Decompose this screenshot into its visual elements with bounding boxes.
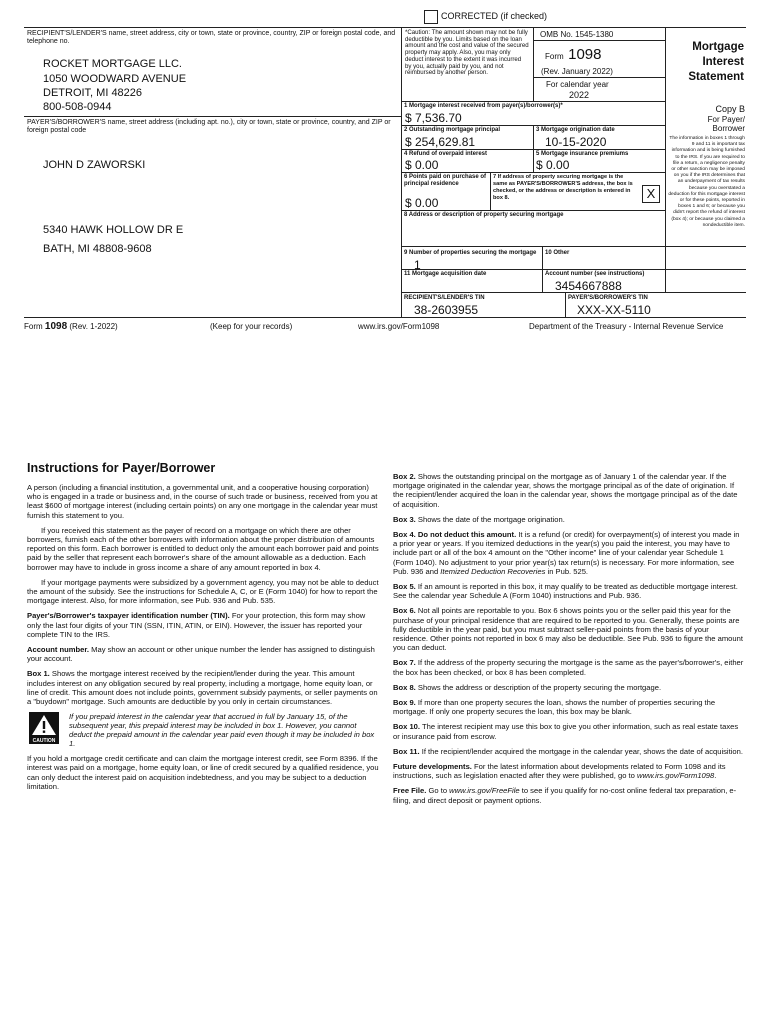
- instr-box9-head: Box 9.: [393, 698, 416, 708]
- payer-name: JOHN D ZAWORSKI: [43, 159, 146, 171]
- instr-future-head: Future developments.: [393, 762, 472, 772]
- row-rule-6: [401, 246, 746, 247]
- instr-freefile-head: Free File.: [393, 786, 427, 796]
- instr-acct: [27, 645, 379, 663]
- row-rule-5: [401, 210, 665, 211]
- box-1-value: $ 7,536.70: [405, 111, 462, 125]
- caution-label: CAUTION: [29, 738, 59, 744]
- instructions-title: Instructions for Payer/Borrower: [27, 461, 216, 475]
- omb-rule: [533, 40, 665, 41]
- instr-box8: [393, 683, 745, 692]
- copy-b-for2: Borrower: [712, 124, 745, 133]
- recipient-city: DETROIT, MI 48226: [43, 87, 143, 99]
- instr-box9-text: If more than one property secures the loan, shows the number of properties securing the mortgage. If only one property secures the loan, this box may be blank.: [393, 698, 716, 717]
- caution-note: *Caution: The amount shown may not be fully deductible by you. Limits based on the loan amount and the cost and value of the secured property may apply. Also, you may only deduct interest to the extent it was incurred by you, actually paid by you, and not reimbursed by another person.: [405, 29, 529, 77]
- calendar-year-label: For calendar year: [546, 80, 609, 89]
- caution-block: [27, 712, 379, 748]
- instr-box10-head: Box 10.: [393, 722, 421, 732]
- footer-form-word: Form: [24, 322, 43, 331]
- instr-box1-head: Box 1.: [27, 669, 50, 679]
- box-2-label: 2 Outstanding mortgage principal: [404, 127, 501, 133]
- title-col-divider: [665, 27, 666, 292]
- payer-label: PAYER'S/BORROWER'S name, street address (including apt. no.), city or town, state or province, country, and ZIP or foreign postal code: [27, 119, 391, 134]
- rev-rule: [533, 77, 665, 78]
- recipient-street: 1050 WOODWARD AVENUE: [43, 73, 187, 85]
- instr-p3: If your mortgage payments were subsidized by a government agency, you may not be able to deduct the amount of the subsidy. See the instructions for Schedule A, C, or E (Form 1040) for how to report the mortgage interest. Also, for more information, see Pub. 936 and Pub. 535.: [27, 577, 379, 606]
- footer-form: [24, 321, 118, 332]
- instr-future: [393, 762, 745, 780]
- instr-box10-text: The interest recipient may use this box to give you other information, such as real estate taxes or insurance paid from escrow.: [393, 722, 739, 741]
- recipient-phone: 800-508-0944: [43, 101, 112, 113]
- instr-box1: [27, 669, 379, 706]
- instr-box11-text: If the recipient/lender acquired the mortgage in the calendar year, shows the date of acquisition.: [421, 746, 743, 756]
- instr-tin-head: Payer's/Borrower's taxpayer identification number (TIN).: [27, 611, 230, 621]
- instr-future-text: For the latest information about developments related to Form 1098 and its instructions, such as legislation enacted after they were published, go to: [393, 762, 726, 781]
- instr-box3-text: Shows the date of the mortgage origination.: [417, 514, 565, 524]
- copy-b-for1: For Payer/: [707, 115, 745, 124]
- form-top-rule: [24, 27, 746, 28]
- instr-future-url[interactable]: www.irs.gov/Form1098: [637, 771, 715, 781]
- instr-box8-text: Shows the address or description of the property securing the mortgage.: [417, 682, 662, 692]
- form-title: [668, 40, 744, 85]
- box-3-label: 3 Mortgage origination date: [536, 127, 615, 133]
- box-10-label: 10 Other: [545, 250, 570, 256]
- instr-freefile-url[interactable]: www.irs.gov/FreeFile: [449, 786, 520, 796]
- instr-box4-head: Box 4. Do not deduct this amount.: [393, 530, 517, 540]
- instr-box5: [393, 582, 745, 600]
- recipient-label: RECIPIENT'S/LENDER'S name, street address, city or town, state or province, country, ZIP or foreign postal code, and telephone no.: [27, 30, 396, 45]
- instr-p2: If you received this statement as the payer of record on a mortgage on which there are other borrowers, furnish each of the other borrowers with information about the proper distribution of amounts reported on this form. Each borrower is entitled to deduct only the amount each borrower paid and points paid by the seller that represent each borrower's share of the amount allowable as a deduction. Each borrower may have to include in gross income a share of any amount reported in box 4.: [27, 525, 379, 572]
- form-number: 1098: [568, 46, 602, 63]
- row-rule-3: [401, 149, 665, 150]
- copy-b-text: The information in boxes 1 through 9 and 11 is important tax information and is being furnished to the IRS. If you are required to file a return, a negligence penalty or other sanction may be imposed on you if the IRS determines that an underpayment of tax results because you overstated a deduction for this mortgage interest or for these points, reported in boxes 1 and 6; or because you didn't report the refund of interest (box 4); or because you claimed a nondeductible item.: [668, 136, 745, 228]
- account-label: Account number (see instructions): [545, 271, 645, 277]
- box-9-label: 9 Number of properties securing the mortgage: [404, 250, 537, 256]
- instr-acct-text: May show an account or other unique number the lender has assigned to distinguish your account.: [27, 645, 375, 664]
- box-7-divider: [490, 172, 491, 210]
- box-4-label: 4 Refund of overpaid interest: [404, 151, 488, 157]
- caution-badge: [27, 712, 61, 748]
- instr-box7-head: Box 7.: [393, 658, 416, 668]
- omb-number: OMB No. 1545-1380: [540, 30, 614, 39]
- box-7-checkbox[interactable]: X: [642, 185, 660, 203]
- warning-icon: [29, 712, 59, 738]
- instr-box6: [393, 606, 745, 652]
- payer-tin-value: XXX-XX-5110: [577, 303, 651, 317]
- instr-box4-text: It is a refund (or credit) for overpayment(s) of interest you made in a prior year or years. If you itemized deductions in the year(s) you paid the interest, you may have to include part or all of the box 4 amount on the "Other income" line of your calendar year Schedule 1 (Form 1040). No adjustment to your prior year(s) tax return(s) is necessary. For more information, see Pub. 936 and: [393, 530, 740, 576]
- payer-street: 5340 HAWK HOLLOW DR E: [43, 224, 184, 236]
- instr-box3: [393, 515, 745, 524]
- instr-future-end: .: [714, 771, 717, 781]
- instructions-left: [27, 461, 379, 797]
- instr-box9: [393, 698, 745, 716]
- instructions-right: [393, 472, 745, 811]
- title-line-2: Interest: [702, 56, 744, 68]
- footer-form-number: 1098: [44, 321, 68, 332]
- box-5-value: $ 0.00: [536, 158, 570, 172]
- form-revision: (Rev. January 2022): [541, 67, 613, 76]
- box-4-value: $ 0.00: [405, 158, 439, 172]
- instr-box4-ital: Itemized Deduction Recoveries: [440, 566, 546, 576]
- instr-box11: [393, 747, 745, 756]
- instr-box5-text: If an amount is reported in this box, it may qualify to be treated as deductible mortgage interest. See the calendar year Schedule A (Form 1040) instructions and Pub. 936.: [393, 582, 738, 601]
- corrected-checkbox[interactable]: [424, 10, 438, 24]
- instr-tin: [27, 611, 379, 639]
- row-rule-4: [401, 172, 665, 173]
- instr-acct-head: Account number.: [27, 645, 90, 655]
- instr-tin-text: For your protection, this form may show only the last four digits of your TIN (SSN, ITIN, ATIN, or EIN). However, the issuer has reported your complete TIN to the IRS.: [27, 611, 366, 639]
- row-rule-1: [401, 101, 665, 102]
- instr-box5-head: Box 5.: [393, 582, 416, 592]
- box-9-value: 1: [414, 258, 421, 272]
- box-6-value: $ 0.00: [405, 196, 439, 210]
- payer-city: BATH, MI 48808-9608: [43, 243, 152, 255]
- calendar-year: 2022: [569, 90, 590, 100]
- caution-text: If you prepaid interest in the calendar year that accrued in full by January 15, of the subsequent year, this prepaid interest may be included in box 1. However, you cannot deduct the prepaid amount in the calendar year paid even though it may be included in box 1.: [69, 712, 375, 749]
- instr-box8-head: Box 8.: [393, 682, 416, 692]
- form-bottom-rule: [24, 317, 746, 318]
- box-5-label: 5 Mortgage insurance premiums: [536, 151, 629, 157]
- recipient-name: ROCKET MORTGAGE LLC.: [43, 58, 182, 70]
- instr-box7-text: If the address of the property securing the mortgage is the same as the payer's/borrower's, either the box has been checked, or box 8 has been completed.: [393, 658, 744, 677]
- box-1-label: 1 Mortgage interest received from payer(s)/borrower(s)*: [404, 103, 563, 109]
- instr-box2-text: Shows the outstanding principal on the mortgage as of January 1 of the calendar year. If the mortgage originated in the calendar year, shows the mortgage principal as of the date of origination. If the recipient/lender acquired the loan in the calendar year, shows the mortgage principal as of the date of acquisition.: [393, 472, 738, 509]
- title-line-3: Statement: [688, 71, 744, 83]
- instr-box3-head: Box 3.: [393, 514, 416, 524]
- instr-box7: [393, 658, 745, 676]
- box-3-value: 10-15-2020: [545, 135, 607, 149]
- tin-divider: [565, 292, 566, 317]
- footer-dept: Department of the Treasury - Internal Revenue Service: [529, 322, 724, 331]
- instr-freefile-text1: Go to: [428, 786, 450, 796]
- instr-box2-head: Box 2.: [393, 472, 416, 481]
- instr-p1: A person (including a financial institution, a governmental unit, and a cooperative housing corporation) who is engaged in a trade or business and, in the course of such trade or business, received from you at least $600 of mortgage interest (including certain points) on any one mortgage in the calendar year must furnish this statement to you.: [27, 483, 378, 520]
- instr-mcc: If you hold a mortgage credit certificate and can claim the mortgage interest credit, see Form 8396. If the interest was paid on a mortgage, home equity loan, or line of credit secured by a qualified residence, you can only deduct the interest paid on acquisition indebtedness, and you may be subject to a deduction limitation.: [27, 754, 379, 791]
- box-2-value: $ 254,629.81: [405, 135, 476, 149]
- instr-box11-head: Box 11.: [393, 746, 420, 756]
- box-6-label: 6 Points paid on purchase of principal residence: [404, 174, 487, 187]
- form-label: [545, 46, 602, 64]
- row-rule-8: [401, 292, 746, 293]
- footer-keep: (Keep for your records): [210, 322, 293, 331]
- instr-box4-end: in Pub. 525.: [545, 566, 589, 576]
- recipient-tin-value: 38-2603955: [414, 303, 479, 317]
- form-word: Form: [545, 52, 564, 61]
- instr-freefile-text2: to see if you qualify for no-cost online federal tax preparation, e-filing, and direct deposit or payment options.: [393, 786, 737, 805]
- title-line-1: Mortgage: [692, 41, 744, 53]
- instr-freefile: [393, 786, 745, 804]
- recipient-tin-label: RECIPIENT'S/LENDER'S TIN: [404, 295, 485, 301]
- instr-box4: [393, 530, 745, 576]
- omb-divider: [533, 27, 534, 101]
- box-8-label: 8 Address or description of property securing mortgage: [404, 212, 564, 218]
- footer-url[interactable]: www.irs.gov/Form1098: [358, 322, 440, 331]
- payer-tin-label: PAYER'S/BORROWER'S TIN: [568, 295, 648, 301]
- box-11-label: 11 Mortgage acquisition date: [404, 271, 487, 277]
- recipient-payer-divider: [24, 116, 401, 117]
- instr-box10: [393, 722, 745, 740]
- instr-box2: [393, 472, 745, 509]
- instr-box6-head: Box 6.: [393, 606, 416, 616]
- footer-form-rev: (Rev. 1-2022): [69, 322, 118, 331]
- box-7-label: 7 If address of property securing mortgage is the same as PAYER'S/BORROWER'S address, the box is checked, or the address or description is entered in box 8.: [493, 174, 633, 201]
- instr-box6-text: Not all points are reportable to you. Box 6 shows points you or the seller paid this year for the purchase of your principal residence that are required to be reported to you. Generally, these points are fully deductible in the year paid, but you must subtract seller-paid points from the basis of your residence. Other points not reported in box 6 may also be deductible. See Pub. 936 to figure the amount you can deduct.: [393, 606, 743, 653]
- instr-box1-text: Shows the mortgage interest received by the recipient/lender during the year. This amount includes interest on any obligation secured by real property, including a mortgage, home equity loan, or line of credit. This amount does not include points, government subsidy payments, or seller payments on a "buydown" mortgage. Such amounts are deductible by you only in certain circumstances.: [27, 669, 378, 707]
- copy-b-title: Copy B: [715, 104, 745, 114]
- account-value: 3454667888: [555, 279, 622, 293]
- row-rule-7: [401, 269, 746, 270]
- corrected-label: CORRECTED (if checked): [441, 11, 548, 21]
